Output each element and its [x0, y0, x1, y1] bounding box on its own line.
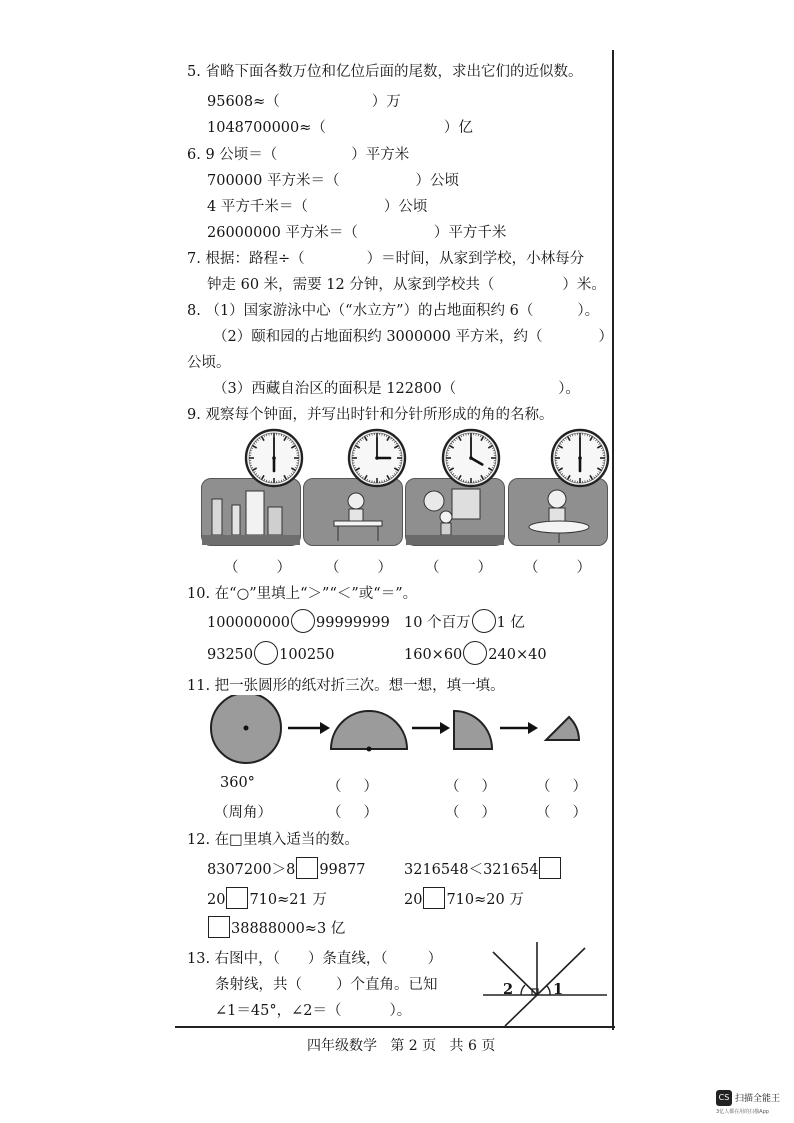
q12-item-a: 8307200＞8 99877 — [207, 857, 365, 879]
q8-line-1: 8. （1）国家游泳中心（“水立方”）的占地面积约 6（ ）。 — [187, 303, 600, 319]
answer-box-d[interactable] — [423, 887, 445, 909]
compare-circle-c[interactable] — [254, 641, 278, 665]
lines-angles-diagram — [475, 940, 615, 1032]
q6-item-b: 700000 平方米＝（ ）公顷 — [207, 173, 459, 189]
page-footer: 四年级数学 第 2 页 共 6 页 — [307, 1038, 496, 1054]
clock-3-icon — [441, 428, 501, 492]
q11-answer-3b: （ ） — [536, 805, 587, 821]
q6-item-c: 4 平方千米＝（ ）公顷 — [207, 199, 428, 215]
q11-answer-2b: （ ） — [445, 805, 496, 821]
q5-title: 5. 省略下面各数万位和亿位后面的尾数，求出它们的近似数。 — [187, 64, 583, 80]
folding-diagram — [200, 695, 590, 779]
q6-item-a: 6. 9 公顷＝（ ）平方米 — [187, 147, 410, 163]
compare-circle-b[interactable] — [472, 609, 496, 633]
arrow-right-icon — [500, 722, 538, 734]
answer-box-e[interactable] — [208, 916, 230, 938]
q5-item-a: 95608≈（ ）万 — [207, 94, 401, 110]
q9-answer-4: （ ） — [524, 560, 591, 576]
q13-line-1: 13. 右图中，（ ）条直线，（ ） — [187, 951, 443, 967]
q9-answer-3: （ ） — [425, 560, 492, 576]
q10-item-c: 93250 100250 — [207, 641, 335, 665]
arrow-right-icon — [288, 722, 330, 734]
q9-title: 9. 观察每个钟面，并写出时针和分针所形成的角的名称。 — [187, 407, 554, 423]
q11-angle-label: （周角） — [214, 805, 272, 821]
clock-1-icon — [244, 428, 304, 492]
q12-item-e: 38888000≈3 亿 — [207, 916, 345, 938]
q11-answer-1a: （ ） — [327, 779, 378, 795]
q11-answer-2a: （ ） — [445, 779, 496, 795]
arrow-right-icon — [412, 722, 450, 734]
clock-4-icon — [550, 428, 610, 492]
clock-2-icon — [347, 428, 407, 492]
watermark-subtitle: 3亿人都在用的扫描App — [716, 1109, 769, 1115]
q5-item-b: 1048700000≈（ ）亿 — [207, 120, 473, 136]
q9-answer-1: （ ） — [224, 560, 291, 576]
q13-line-3: ∠1＝45°，∠2＝（ ）。 — [215, 1003, 412, 1019]
quarter-circle-shape — [454, 711, 492, 749]
q12-item-d: 20 710≈20 万 — [404, 887, 524, 909]
semicircle-shape — [331, 711, 407, 752]
full-circle-shape — [211, 695, 281, 763]
q10-item-d: 160×60 240×40 — [404, 641, 547, 665]
q10-item-b: 10 个百万 1 亿 — [404, 609, 525, 633]
q11-degree-label: 360° — [220, 775, 255, 791]
q10-item-a: 100000000 99999999 — [207, 609, 390, 633]
q11-title: 11. 把一张圆形的纸对折三次。想一想，填一填。 — [187, 678, 505, 694]
q6-item-d: 26000000 平方米＝（ ）平方千米 — [207, 225, 507, 241]
angle-1-label: 1 — [553, 981, 564, 998]
q11-answer-3a: （ ） — [536, 779, 587, 795]
q7-line-1: 7. 根据：路程÷（ ）＝时间，从家到学校，小林每分 — [187, 251, 585, 267]
q11-answer-1b: （ ） — [327, 805, 378, 821]
q7-line-2: 钟走 60 米，需要 12 分钟，从家到学校共（ ）米。 — [207, 277, 606, 293]
q8-line-2: （2）颐和园的占地面积约 3000000 平方米，约（ ） — [213, 329, 614, 345]
page-border-right — [612, 50, 614, 1030]
compare-circle-a[interactable] — [291, 609, 315, 633]
compare-circle-d[interactable] — [463, 641, 487, 665]
q13-line-2: 条射线，共（ ）个直角。已知 — [215, 977, 438, 993]
q8-line-4: （3）西藏自治区的面积是 122800（ ）。 — [213, 381, 580, 397]
q12-item-b: 3216548＜321654 — [404, 857, 562, 879]
answer-box-a[interactable] — [296, 857, 318, 879]
answer-box-c[interactable] — [226, 887, 248, 909]
watermark-app-name: 扫描全能王 — [735, 1094, 781, 1104]
q12-item-c: 20 710≈21 万 — [207, 887, 327, 909]
q9-answer-2: （ ） — [325, 560, 392, 576]
q10-title: 10. 在“○”里填上“＞”“＜”或“＝”。 — [187, 586, 418, 602]
q8-line-3: 公顷。 — [187, 355, 231, 371]
answer-box-b[interactable] — [539, 857, 561, 879]
eighth-circle-shape — [546, 717, 579, 740]
angle-2-label: 2 — [503, 981, 514, 998]
q12-title: 12. 在□里填入适当的数。 — [187, 832, 359, 848]
camscanner-logo-icon: CS — [716, 1090, 732, 1106]
